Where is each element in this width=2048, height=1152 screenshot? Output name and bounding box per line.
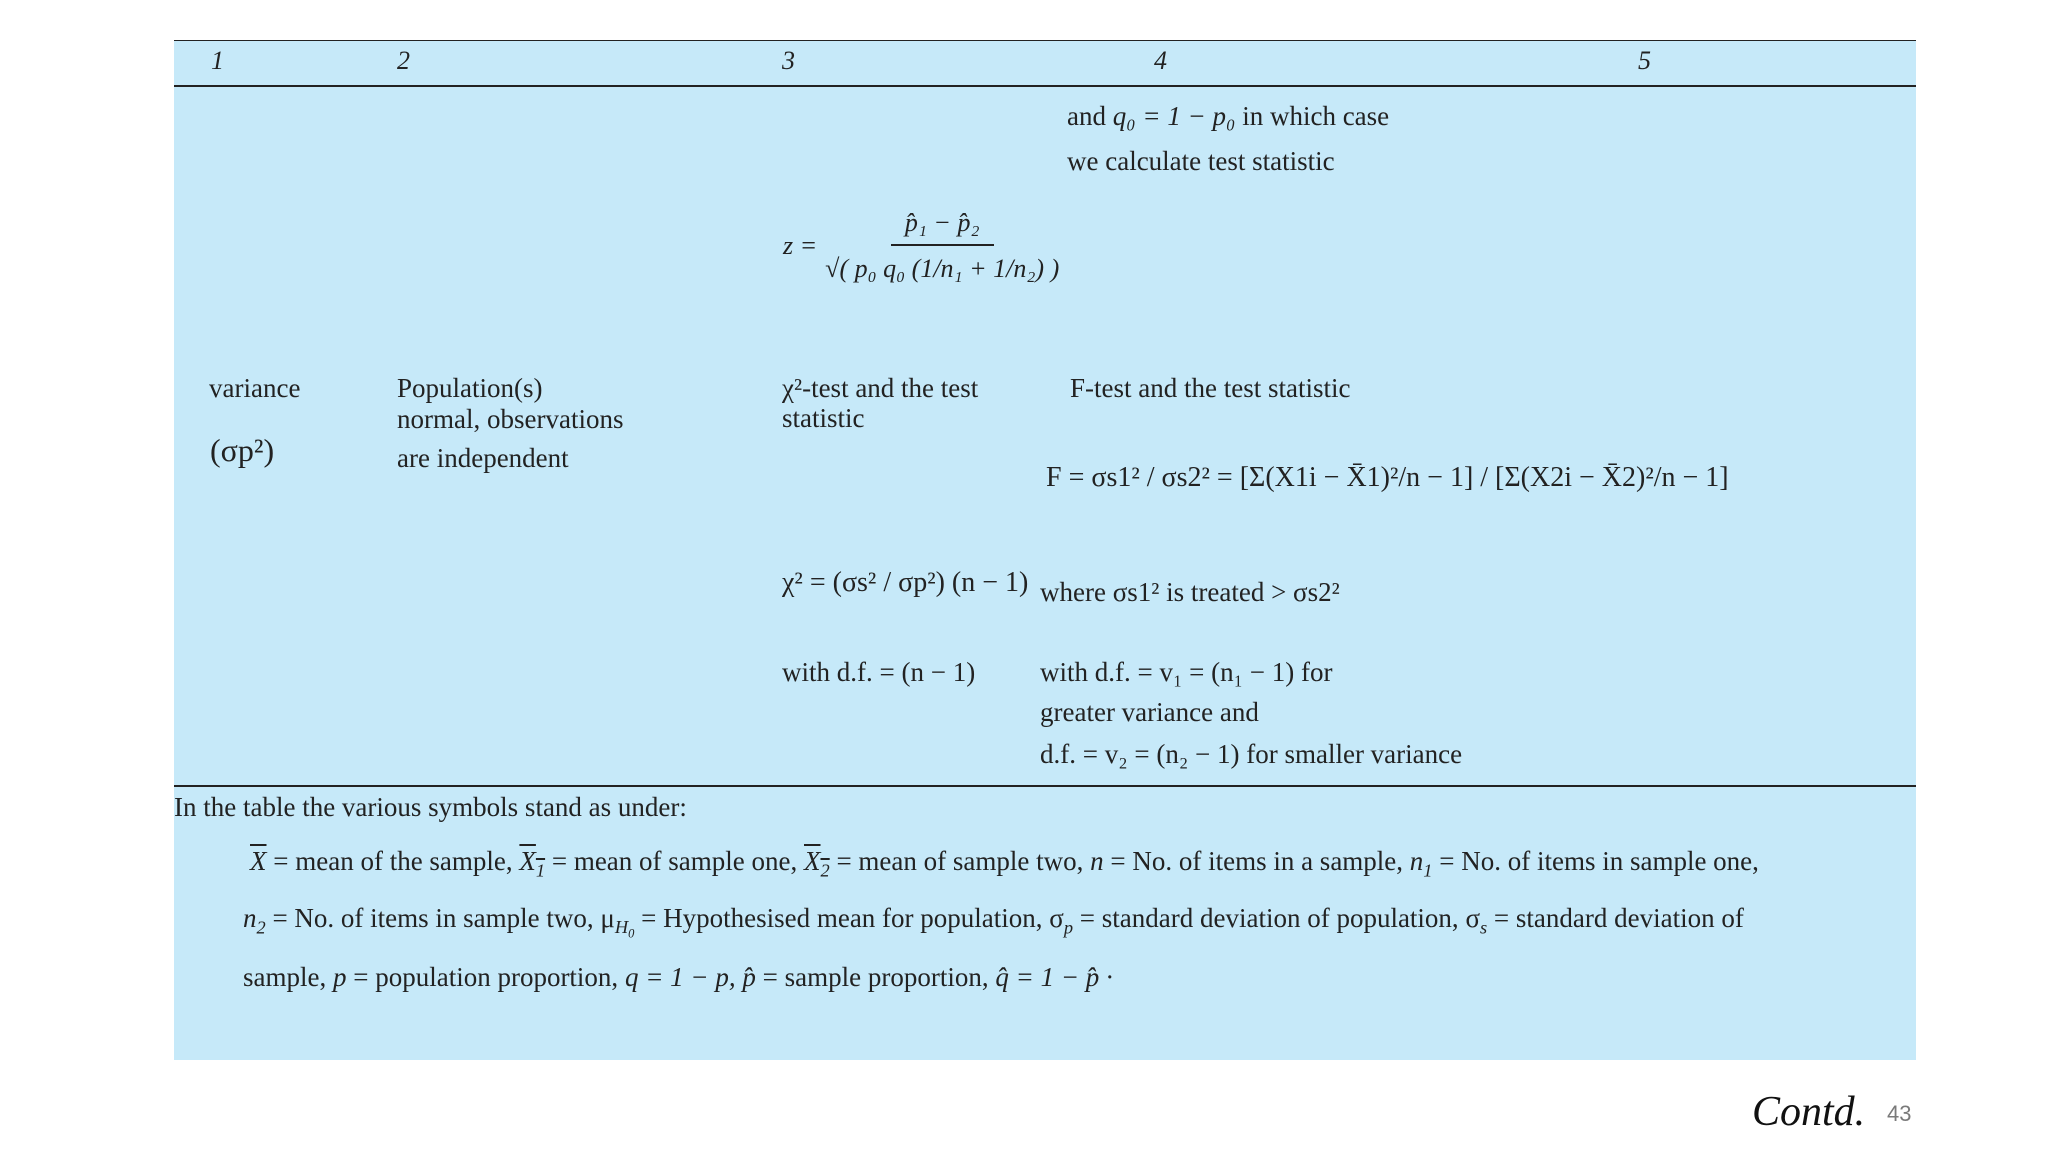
q-definition: q = 1 − p, (624, 962, 736, 992)
n2-symbol: $n_2$ (243, 903, 266, 938)
qhat-definition: q̂ = 1 − p̂ · (995, 962, 1113, 992)
chi-square-test-title: χ²-test and the test statistic (782, 373, 979, 433)
x2bar-symbol: $X_2$ (804, 846, 830, 881)
assumptions-line-2: normal, observations (397, 404, 624, 434)
n1-symbol: $n_1$ (1409, 846, 1433, 881)
contd-label: Contd. (1752, 1089, 1866, 1135)
n-symbol: n (1090, 846, 1104, 876)
phat-symbol: p̂ (742, 962, 756, 992)
mu-symbol: $\mu_{H_0}$ (600, 903, 635, 941)
column-number-3: 3 (782, 46, 795, 75)
column-number-5: 5 (1638, 46, 1651, 75)
variance-label: variance (209, 373, 301, 403)
proportion-line-1: and q₀ = 1 − p₀ in which case (1067, 101, 1390, 131)
table-top-rule (174, 40, 1916, 41)
header-rule (174, 85, 1916, 87)
column-number-4: 4 (1154, 46, 1167, 75)
f-statistic-formula: F = σs1² / σs2² = [Σ(X1i − X̄1)²/n − 1] / [Σ(X2i − X̄2)²/n − 1] (1046, 462, 1729, 493)
sigma-p-symbol: $\sigma_p$ (1049, 903, 1074, 938)
f-test-where: where σs1² is treated > σs2² (1040, 577, 1340, 607)
xbar-symbol: $\overline{X}$ (250, 846, 267, 876)
legend-intro: In the table the various symbols stand as under: (174, 792, 687, 822)
chi-square-formula: χ² = (σs² / σp²) (n − 1) (782, 567, 1029, 598)
p-symbol: p (332, 962, 347, 992)
page-number: 43 (1887, 1101, 1912, 1126)
f-test-title: F-test and the test statistic (1070, 373, 1351, 403)
x1bar-symbol: $X_1$ (519, 846, 546, 881)
column-number-1: 1 (211, 46, 224, 75)
f-df-line-2: greater variance and (1040, 697, 1259, 727)
legend-line-1: $\overline{X}$ = mean of the sample, $X_1$ = mean of sample one, $X_2$ = mean of sample two, n = No. of items in a sample, $n_1 = No$. of items in sample one, (250, 846, 1759, 881)
variance-symbol: (σp²) (210, 432, 275, 468)
z-statistic-formula: z = $\frac{\text{p̂₁ − p̂₂}}{\text{√( p₀ q₀ (1/n₁ + 1/n₂) )}}$ (783, 208, 1060, 283)
table-bottom-rule (174, 785, 1916, 787)
chi-square-df: with d.f. = (n − 1) (782, 657, 976, 687)
z-denominator: √( p₀ q₀ (1/n₁ + 1/n₂) ) (825, 254, 1060, 283)
legend-line-3: sample, p = population proportion, q = 1 − p, p̂ = sample proportion, q̂ = 1 − p̂ · (243, 962, 1113, 992)
q0-definition: q₀ = 1 − p₀ (1112, 101, 1236, 131)
z-numerator: p̂₁ − p̂₂ (891, 208, 994, 246)
legend-line-2: $n_2 = No$. of items in sample two, $\mu_{H_0}$ = Hypothesised mean for population, $\sigma_p$ = standard deviation of population, $\sigma_s$ = standard deviation of (243, 903, 1744, 941)
assumptions-line-1: Population(s) (397, 373, 543, 403)
sigma-s-symbol: $\sigma_s$ (1465, 903, 1488, 938)
proportion-line-2: we calculate test statistic (1067, 146, 1335, 176)
column-number-2: 2 (397, 46, 410, 75)
assumptions-line-3: are independent (397, 443, 569, 473)
f-df-line-3: d.f. = v₂ = (n₂ − 1) for smaller variance (1040, 739, 1463, 769)
f-df-line-1: with d.f. = v₁ = (n₁ − 1) for (1040, 657, 1333, 687)
